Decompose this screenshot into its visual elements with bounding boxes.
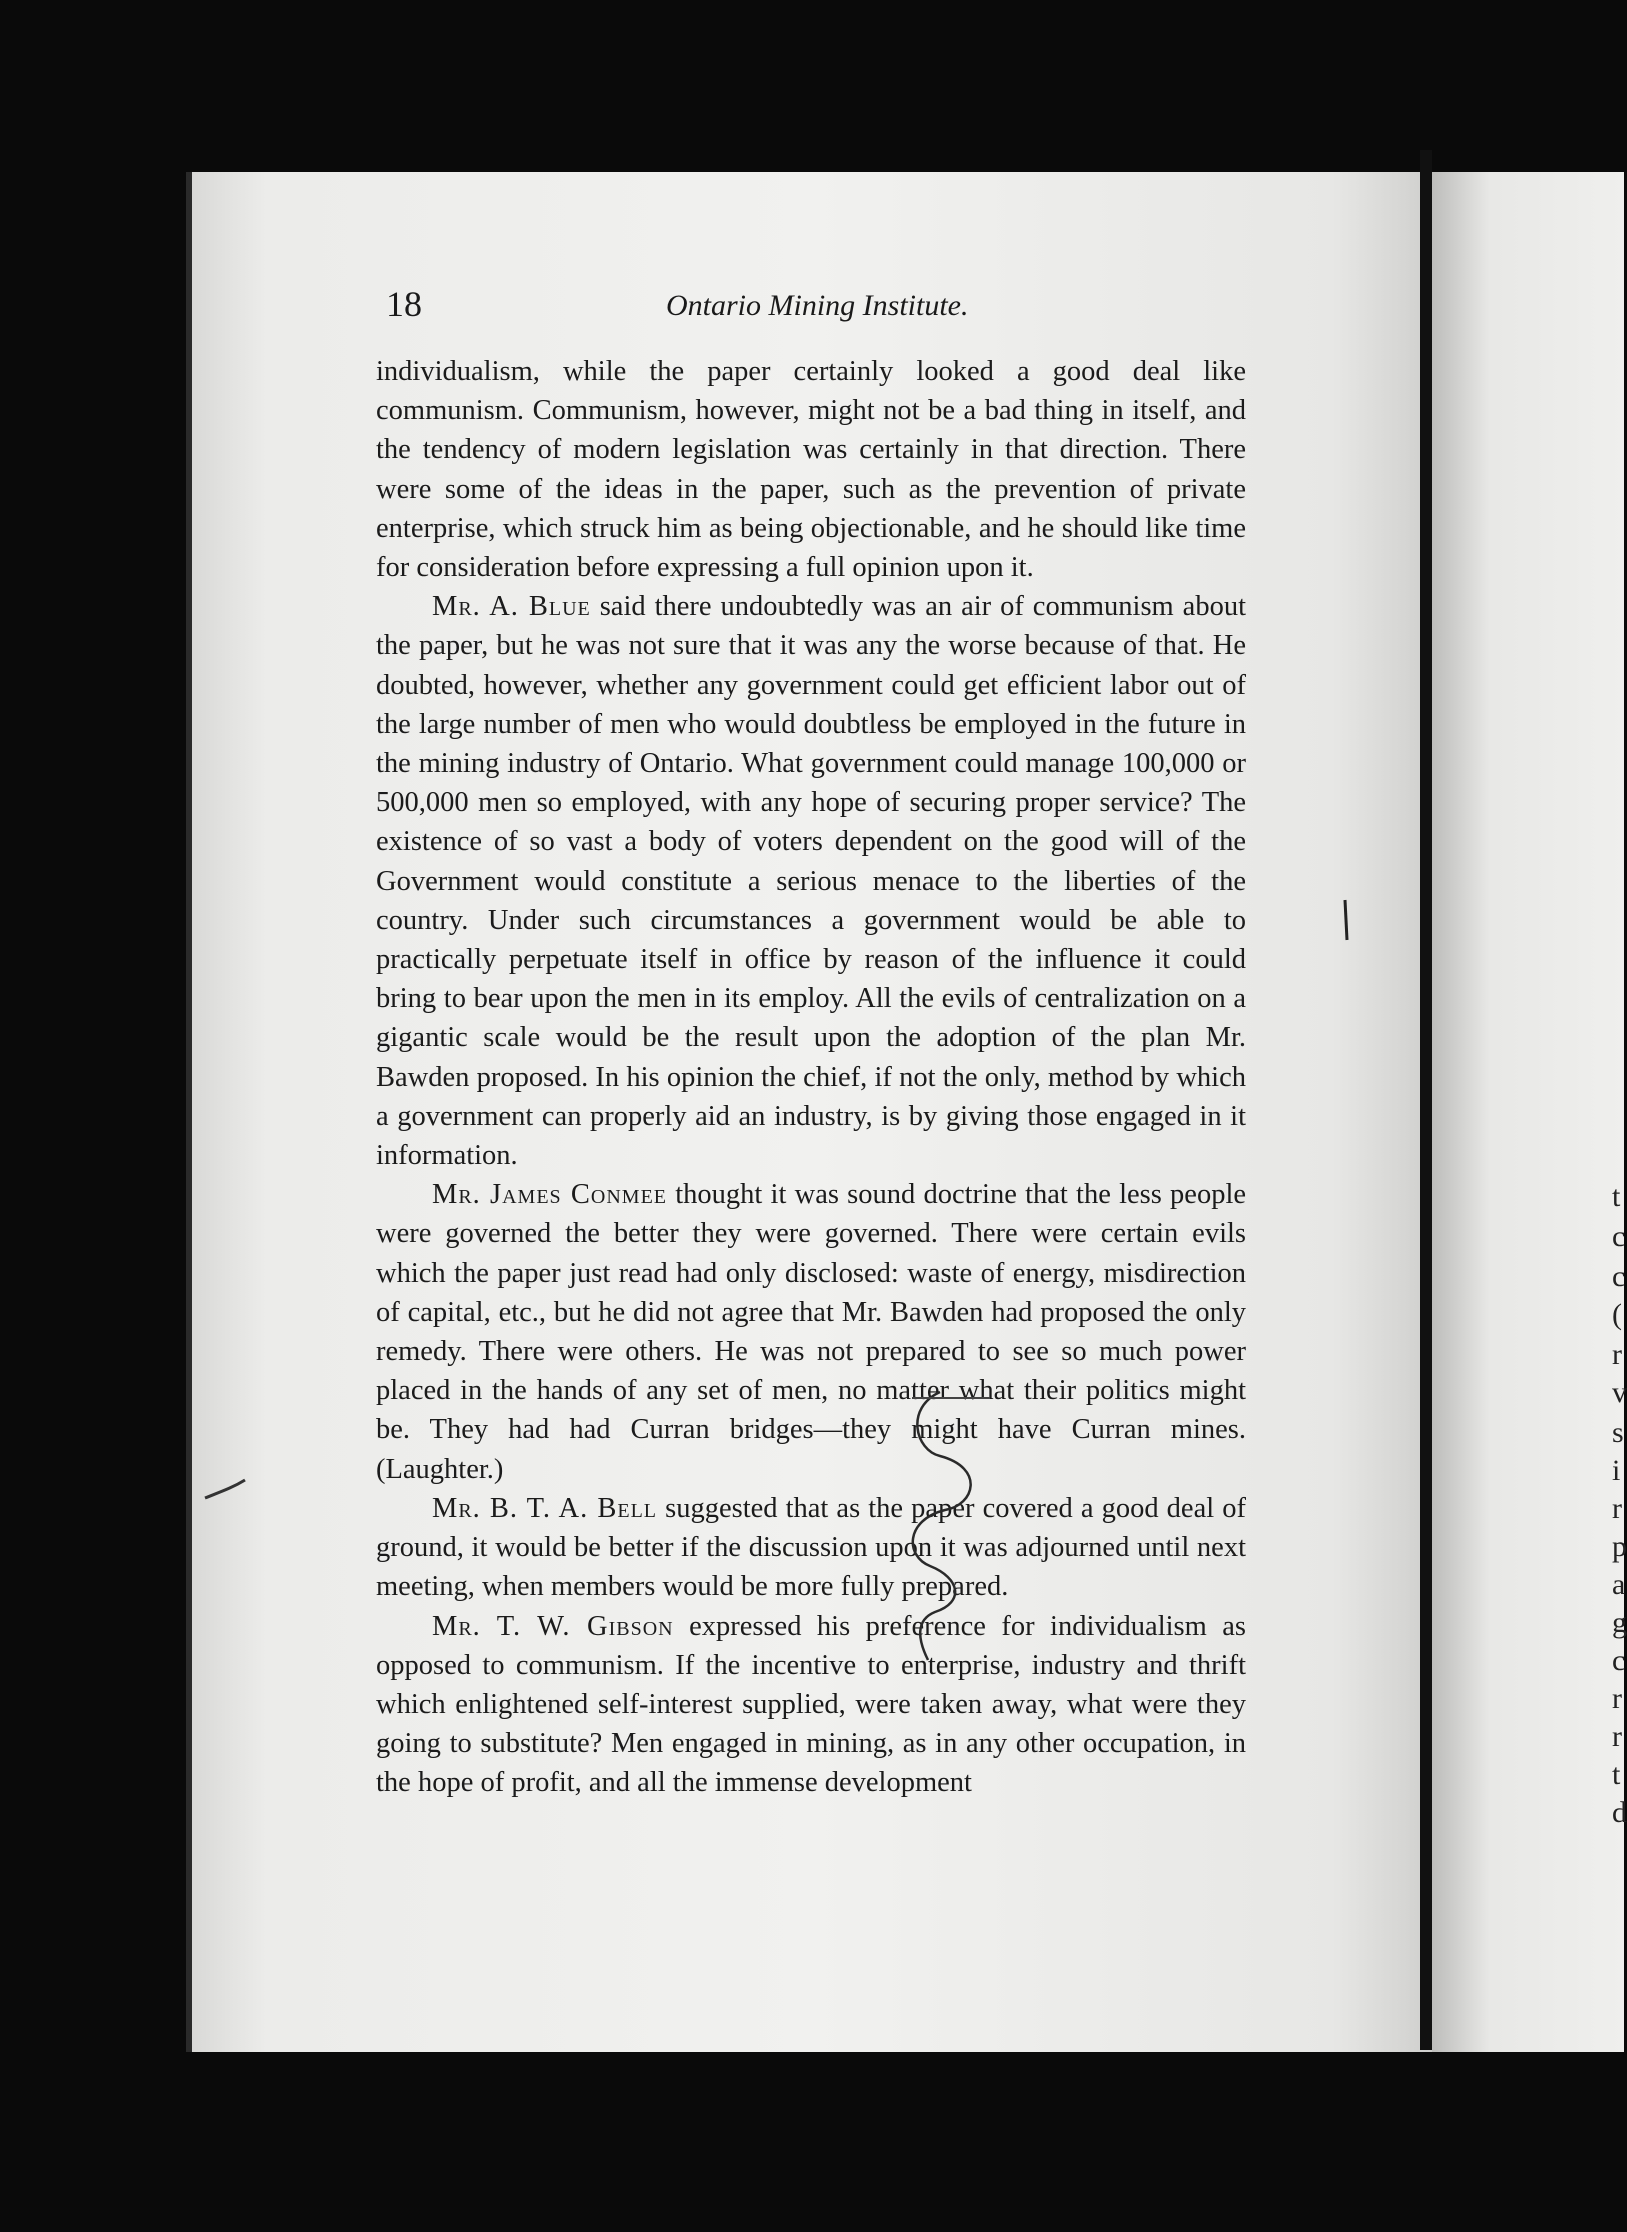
adjacent-page-fragment: s [1612,1416,1624,1449]
speaker-name: Mr. James Conmee [432,1179,668,1211]
body-text [376,352,1246,1803]
paragraph [376,1607,1246,1803]
paragraph [376,587,1246,1175]
paragraph [376,1175,1246,1489]
page-number: 18 [386,284,422,324]
adjacent-page-fragment: c [1612,1220,1626,1253]
adjacent-page-fragment: r [1612,1682,1622,1715]
adjacent-page-fragment: t [1612,1180,1621,1213]
adjacent-page-fragment: ( [1612,1298,1622,1331]
speaker-name: Mr. T. W. Gibson [432,1610,674,1642]
paragraph-text: said there undoubtedly was an air of communism about the paper, but he was not sure that it was any the worse because of that. He doubted, however, whether any government could get efficient labor out of the large number of men who would doubtless be employed in the future in the mining industry of Ontario. What government could manage 100,000 or 500,000 men so employed, with any hope of securing proper service? The existence of so vast a body of voters dependent on the good will of the Government would constitute a serious menace to the liberties of the country. Under such circumstances a government would be able to practically perpetuate itself in office by reason of the influence it could bring to bear upon the men in its employ. All the evils of centralization on a gigantic scale would be the result upon the adoption of the plan Mr. Bawden proposed. In his opinion the chief, if not the only, method by which a government can properly aid an industry, is by giving those engaged in it information. [376,591,1246,1172]
paragraph-text: suggested that as the paper covered a good deal of ground, it would be better if the discussion upon it was adjourned until next meeting, when members would be more fully prepared. [376,1492,1246,1603]
adjacent-page-fragment: i [1612,1454,1621,1487]
paragraph-text: expressed his preference for individualism as opposed to communism. If the incentive to enterprise, industry and thrift which enlightened self-interest supplied, were taken away, what were they going to substitute? Men engaged in mining, as in any other occupation, in the hope of profit, and all the immense development [376,1610,1246,1799]
paragraph-text: thought it was sound doctrine that the less people were governed the better they were governed. There were certain evils which the paper just read had only disclosed: waste of energy, misdirection of capital, etc., but he did not agree that Mr. Bawden had proposed the only remedy. There were others. He was not prepared to see so much power placed in the hands of any set of men, no matter what their politics might be. They had had Curran bridges—they might have Curran mines. (Laughter.) [376,1179,1247,1485]
paragraph [376,352,1246,587]
paragraph [376,1489,1246,1607]
adjacent-page-fragment: r [1612,1720,1622,1753]
adjacent-page-fragment: v [1612,1376,1627,1409]
adjacent-page-fragment: a [1612,1568,1626,1601]
adjacent-page-fragment: d [1612,1796,1627,1829]
adjacent-page-fragment: p [1612,1530,1627,1563]
adjacent-page-fragment: c [1612,1644,1626,1677]
adjacent-page-fragment: g [1612,1606,1627,1639]
speaker-name: Mr. A. Blue [432,591,591,623]
adjacent-page [1432,172,1627,2052]
page-header [386,283,1246,333]
paragraph-text: individualism, while the paper certainly looked a good deal like communism. Communism, however, might not be a bad thing in itself, and the tendency of modern legislation was certainly in that direction. There were some of the ideas in the paper, such as the prevention of private enterprise, which struck him as being objectionable, and he should like time for consideration before expressing a full opinion upon it. [376,356,1246,584]
book-spine [1420,150,1432,2050]
speaker-name: Mr. B. T. A. Bell [432,1492,658,1524]
adjacent-page-fragment: r [1612,1492,1622,1525]
adjacent-page-fragment: t [1612,1758,1621,1791]
adjacent-page-fragment: r [1612,1338,1622,1371]
adjacent-page-fragment: c [1612,1260,1626,1293]
running-title: Ontario Mining Institute. [666,289,969,322]
